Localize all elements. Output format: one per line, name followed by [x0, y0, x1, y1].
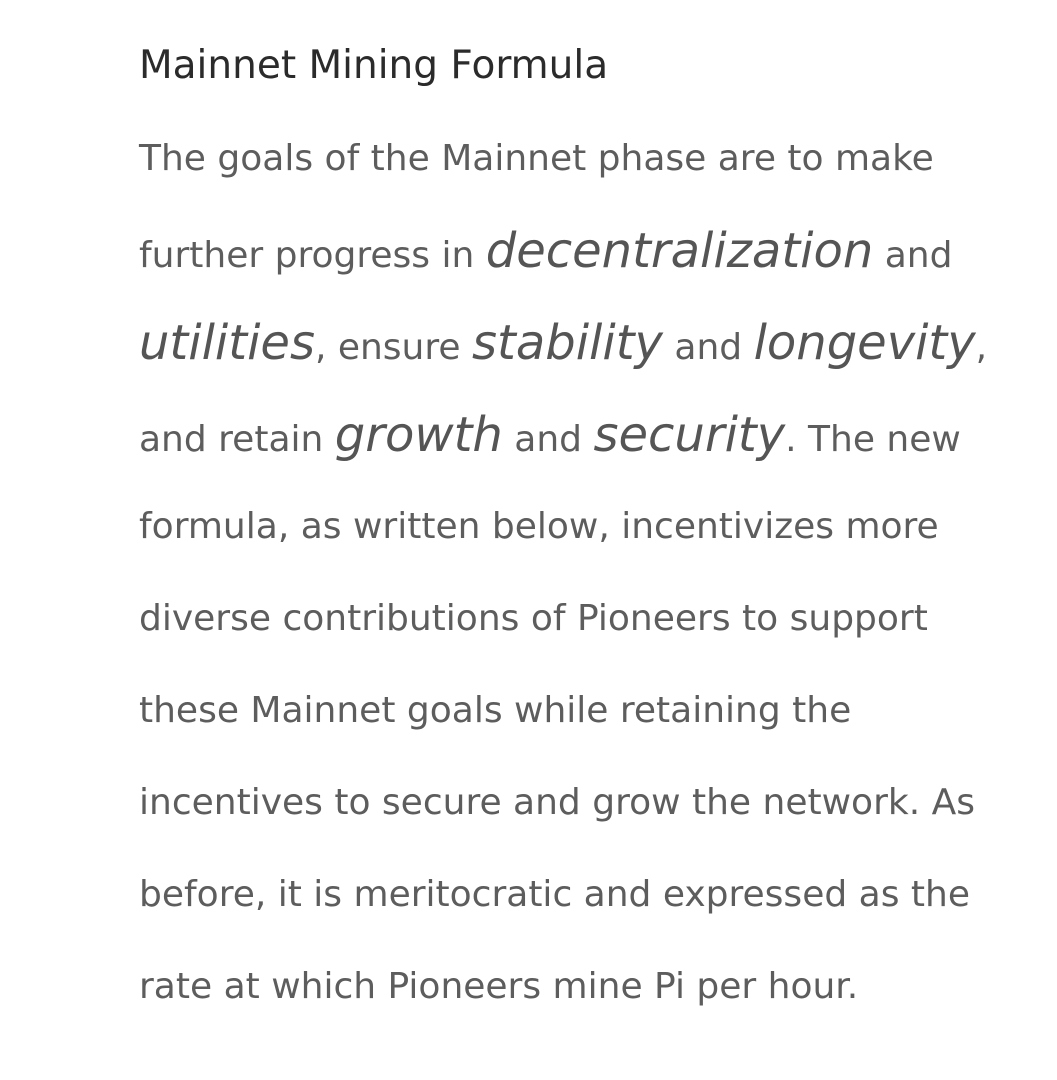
paragraph-line-3 [139, 297, 1039, 389]
emphasis-stability: stability [471, 315, 663, 371]
line-6-text-1: diverse contributions of Pioneers to support [139, 598, 928, 639]
emphasis-utilities: utilities [139, 315, 315, 371]
line-3-text-3: , [975, 327, 988, 368]
paragraph-line-9 [139, 849, 1039, 941]
line-3-text-2: and [662, 327, 754, 368]
emphasis-decentralization: decentralization [485, 223, 874, 279]
paragraph-line-7 [139, 665, 1039, 757]
line-2-text-2: and [873, 235, 953, 276]
paragraph-line-10 [139, 941, 1039, 1033]
paragraph-line-6 [139, 573, 1039, 665]
line-4-text-1: and retain [139, 419, 335, 460]
line-8-text-1: incentives to secure and grow the network. As [139, 782, 975, 823]
paragraph-line-4 [139, 389, 1039, 481]
emphasis-security: security [593, 407, 786, 463]
paragraph-line-5 [139, 481, 1039, 573]
line-2-text-1: further progress in [139, 235, 486, 276]
line-9-text-1: before, it is meritocratic and expressed as the [139, 874, 970, 915]
paragraph-line-2 [139, 205, 1039, 297]
line-7-text-1: these Mainnet goals while retaining the [139, 690, 852, 731]
line-4-text-3: . The new [785, 419, 961, 460]
line-5-text-1: formula, as written below, incentivizes more [139, 506, 939, 547]
emphasis-longevity: longevity [753, 315, 976, 371]
line-3-text-1: , ensure [314, 327, 472, 368]
line-4-text-2: and [502, 419, 594, 460]
paragraph-line-1 [139, 113, 1039, 205]
line-1-text-1: The goals of the Mainnet phase are to make [139, 138, 934, 179]
paragraph-line-8 [139, 757, 1039, 849]
emphasis-growth: growth [334, 407, 503, 463]
line-10-text-1: rate at which Pioneers mine Pi per hour. [139, 966, 859, 1007]
article [139, 40, 1039, 1033]
article-title: Mainnet Mining Formula [139, 43, 609, 88]
